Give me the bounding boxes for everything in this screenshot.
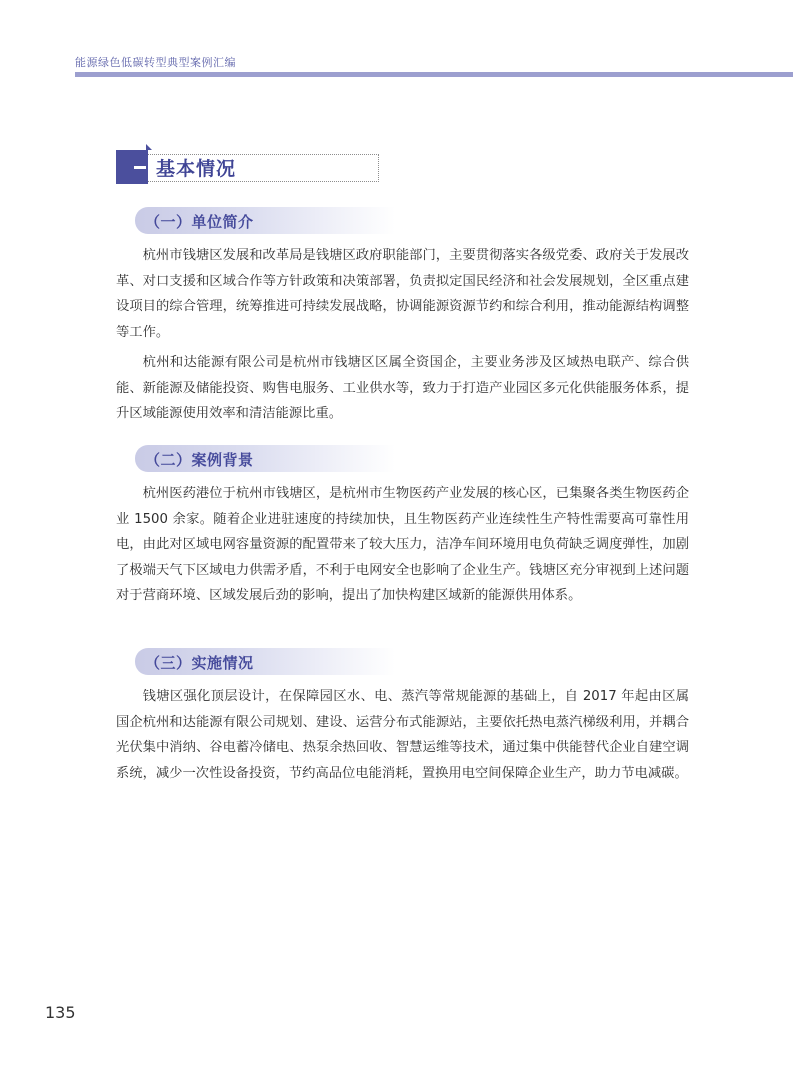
- subsection-title: （二）案例背景: [145, 451, 254, 469]
- section-heading: [116, 146, 380, 184]
- page-number: 135: [45, 1003, 76, 1022]
- paragraph: 杭州市钱塘区发展和改革局是钱塘区政府职能部门，主要贯彻落实各级党委、政府关于发展改革、对口支援和区域合作等方针政策和决策部署，负责拟定国民经济和社会发展规划，全区重点建设项目的综合管理，统筹推进可持续发展战略，协调能源资源节约和综合利用，推动能源结构调整等工作。: [116, 248, 689, 340]
- paragraph: 杭州和达能源有限公司是杭州市钱塘区区属全资国企，主要业务涉及区域热电联产、综合供能、新能源及储能投资、购售电服务、工业供水等，致力于打造产业园区多元化供能服务体系，提升区域能源使用效率和清洁能源比重。: [116, 355, 689, 422]
- section-title: 基本情况: [156, 158, 237, 180]
- section-number-badge: [116, 150, 148, 184]
- running-header-title: 能源绿色低碳转型典型案例汇编: [75, 56, 236, 69]
- header-rule: [75, 72, 793, 77]
- subsection-heading-2: [135, 445, 395, 472]
- subsection-heading-3: [135, 648, 395, 675]
- subsection-title: （一）单位简介: [145, 213, 254, 231]
- paragraph: 钱塘区强化顶层设计，在保障园区水、电、蒸汽等常规能源的基础上，自 2017 年起由区属国企杭州和达能源有限公司规划、建设、运营分布式能源站，主要依托热电蒸汽梯级利用，并耦合光伏集中消纳、谷电蓄冷储电、热泵余热回收、智慧运维等技术，通过集中供能替代企业自建空调系统，减少一次性设备投资，节约高品位电能消耗，置换用电空间保障企业生产，助力节电减碳。: [116, 689, 689, 781]
- subsection-title: （三）实施情况: [145, 654, 254, 672]
- subsection-heading-1: [135, 207, 395, 234]
- paragraph: 杭州医药港位于杭州市钱塘区，是杭州市生物医药产业发展的核心区，已集聚各类生物医药企业 1500 余家。随着企业进驻速度的持续加快，且生物医药产业连续性生产特性需要高可靠性用电，由此对区域电网容量资源的配置带来了较大压力，洁净车间环境用电负荷缺乏调度弹性，加剧了极端天气下区域电力供需矛盾，不利于电网安全也影响了企业生产。钱塘区充分审视到上述问题对于营商环境、区域发展后劲的影响，提出了加快构建区域新的能源供用体系。: [116, 486, 689, 604]
- section-number-glyph: [116, 146, 117, 147]
